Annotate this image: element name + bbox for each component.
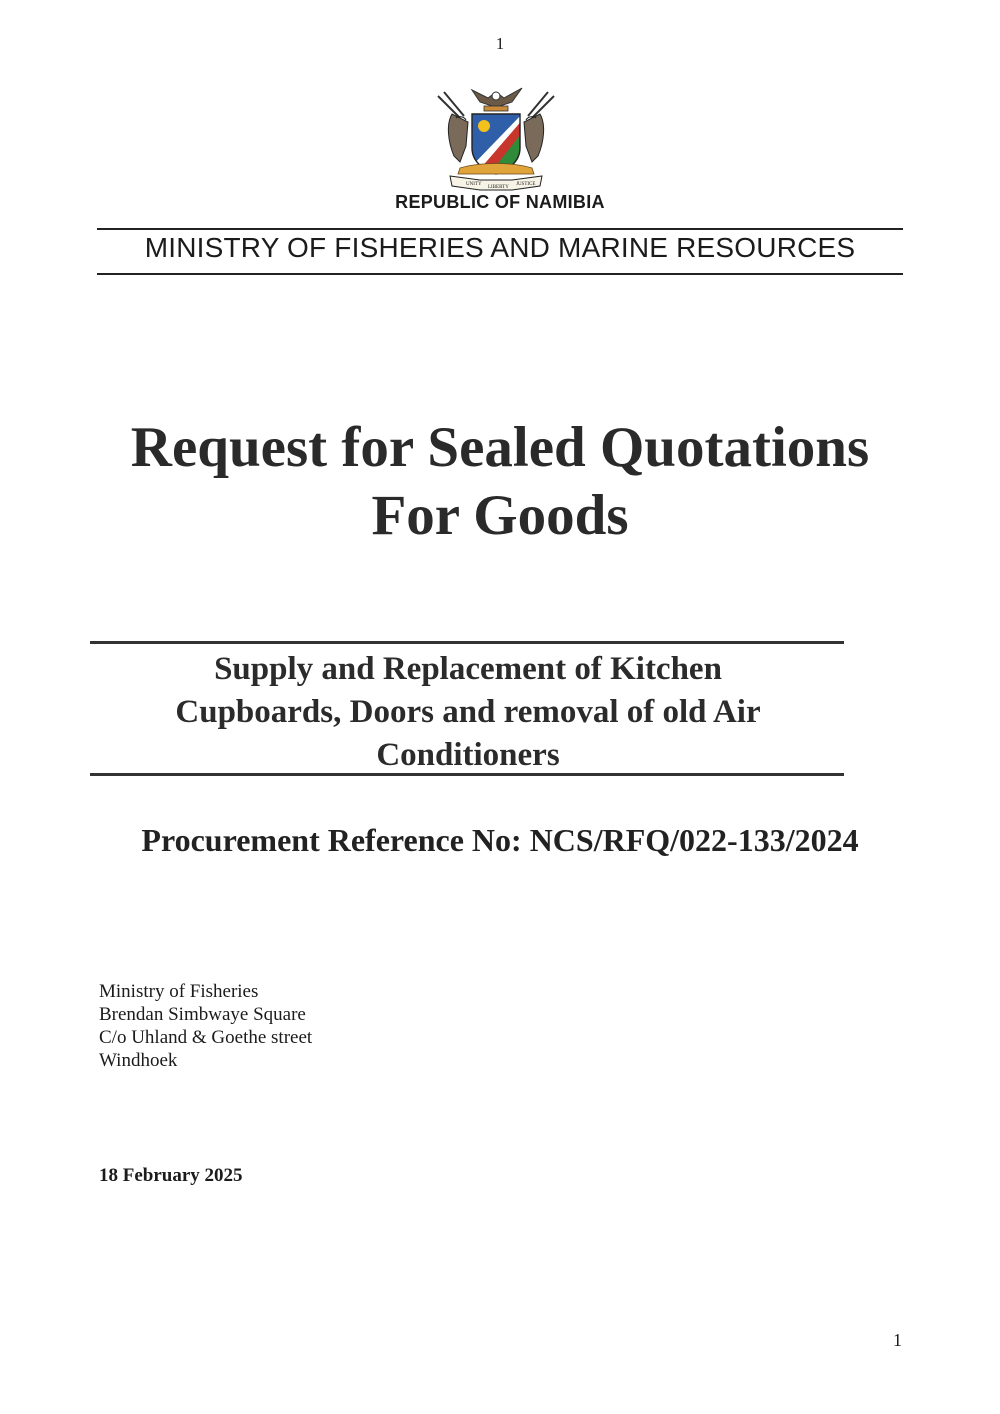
- address-line-3: C/o Uhland & Goethe street: [99, 1027, 313, 1048]
- top-page-number: 1: [495, 34, 505, 53]
- ministry-name: MINISTRY OF FISHERIES AND MARINE RESOURCES: [144, 232, 856, 263]
- motto-liberty: LIBERTY: [488, 185, 509, 190]
- address-block: [99, 980, 312, 1072]
- ministry-bottom-rule: [97, 273, 903, 275]
- document-date: 18 February 2025: [99, 1165, 243, 1186]
- procurement-reference: Procurement Reference No: NCS/RFQ/022-133/2024: [141, 822, 859, 858]
- coat-of-arms-icon: [430, 76, 562, 194]
- subject-line-1: Supply and Replacement of Kitchen: [214, 651, 722, 687]
- address-line-2: Brendan Simbwaye Square: [99, 1004, 306, 1025]
- country-name: REPUBLIC OF NAMIBIA: [395, 192, 605, 212]
- subject-line-3: Conditioners: [376, 737, 560, 773]
- ministry-top-rule: [97, 228, 903, 230]
- motto-justice: JUSTICE: [516, 182, 536, 187]
- subject-top-rule: [90, 641, 844, 644]
- subject-line-2: Cupboards, Doors and removal of old Air: [175, 694, 761, 730]
- document-title: [60, 414, 940, 550]
- title-line-2: For Goods: [371, 484, 629, 547]
- motto-unity: UNITY: [466, 182, 482, 187]
- address-line-1: Ministry of Fisheries: [99, 981, 259, 1002]
- subject-bottom-rule: [90, 773, 844, 776]
- bottom-page-number: 1: [893, 1330, 902, 1350]
- subject-block: [92, 648, 844, 777]
- title-line-1: Request for Sealed Quotations: [130, 416, 870, 479]
- address-line-4: Windhoek: [99, 1050, 178, 1071]
